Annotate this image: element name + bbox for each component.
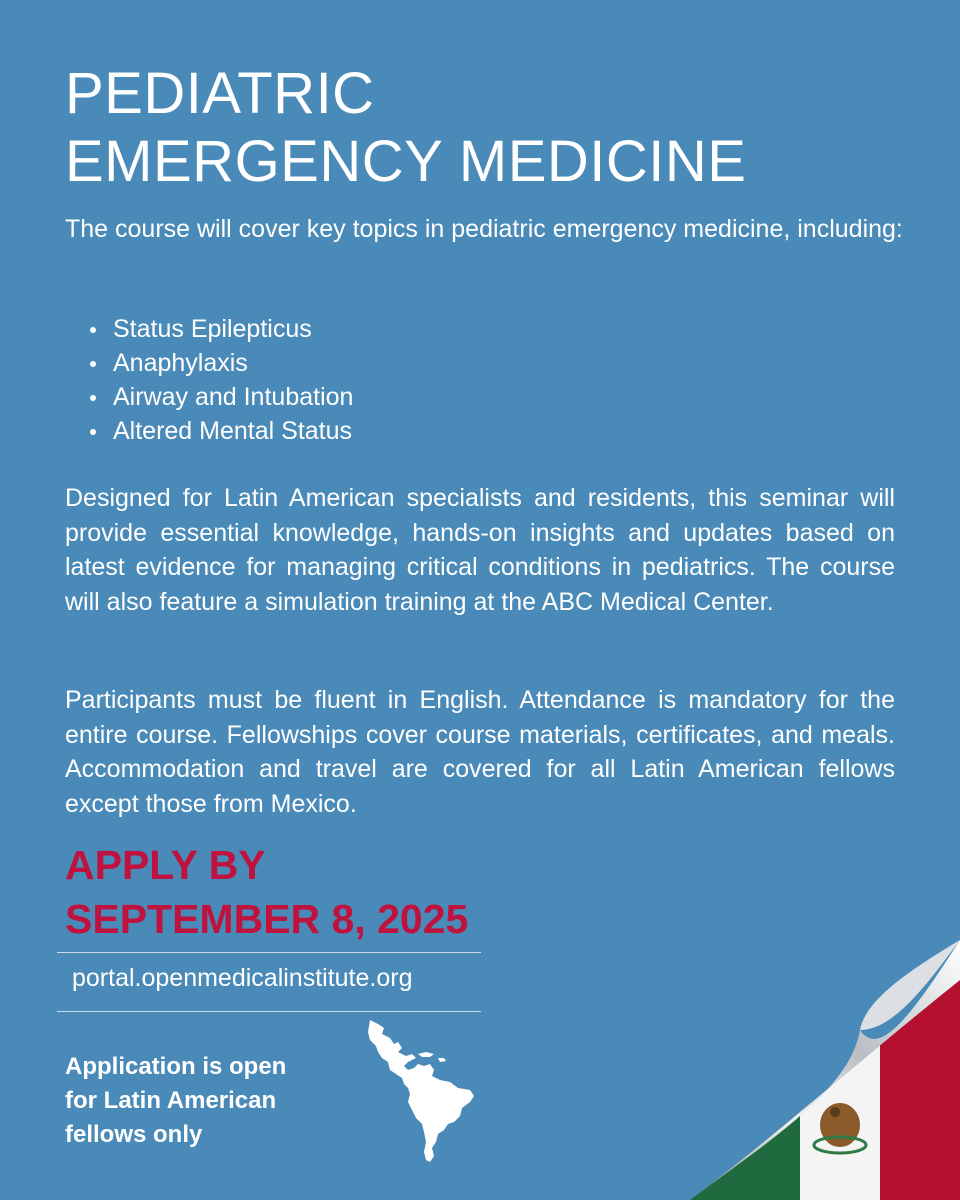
apply-line-2: SEPTEMBER 8, 2025 bbox=[65, 896, 469, 942]
divider bbox=[57, 952, 481, 953]
description-paragraph: Designed for Latin American specialists and residents, this seminar will provide essential knowledge, hands-on insights and updates based on latest evidence for managing critical conditions in pediatrics. The course will also feature a simulation training at the ABC Medical Center. bbox=[65, 484, 895, 616]
intro-text: The course will cover key topics in pediatric emergency medicine, including: bbox=[65, 215, 903, 243]
requirements-paragraph: Participants must be fluent in English. Attendance is mandatory for the entire course. Fellowships cover course materials, certificates, and meals. Accommodation and travel are covered for all Latin American fellows except those from Mexico. bbox=[65, 686, 895, 818]
note-line-2: for Latin American bbox=[65, 1087, 277, 1114]
list-item: Airway and Intubation bbox=[88, 380, 353, 414]
apply-line-1: APPLY BY bbox=[65, 842, 266, 888]
list-item: Anaphylaxis bbox=[88, 346, 353, 380]
portal-link[interactable]: portal.openmedicalinstitute.org bbox=[72, 964, 413, 992]
apply-deadline bbox=[65, 838, 468, 946]
topic-list bbox=[88, 312, 353, 448]
eligibility-note bbox=[65, 1050, 286, 1152]
list-item: Status Epilepticus bbox=[88, 312, 353, 346]
list-item: Altered Mental Status bbox=[88, 414, 353, 448]
title-line-2: EMERGENCY MEDICINE bbox=[65, 129, 747, 194]
latin-america-map-icon bbox=[360, 1018, 490, 1163]
note-line-1: Application is open bbox=[65, 1053, 287, 1080]
page-title bbox=[65, 60, 746, 196]
title-line-1: PEDIATRIC bbox=[65, 61, 375, 126]
note-line-3: fellows only bbox=[65, 1121, 203, 1148]
mexico-flag-icon bbox=[660, 940, 960, 1200]
divider bbox=[57, 1011, 481, 1012]
